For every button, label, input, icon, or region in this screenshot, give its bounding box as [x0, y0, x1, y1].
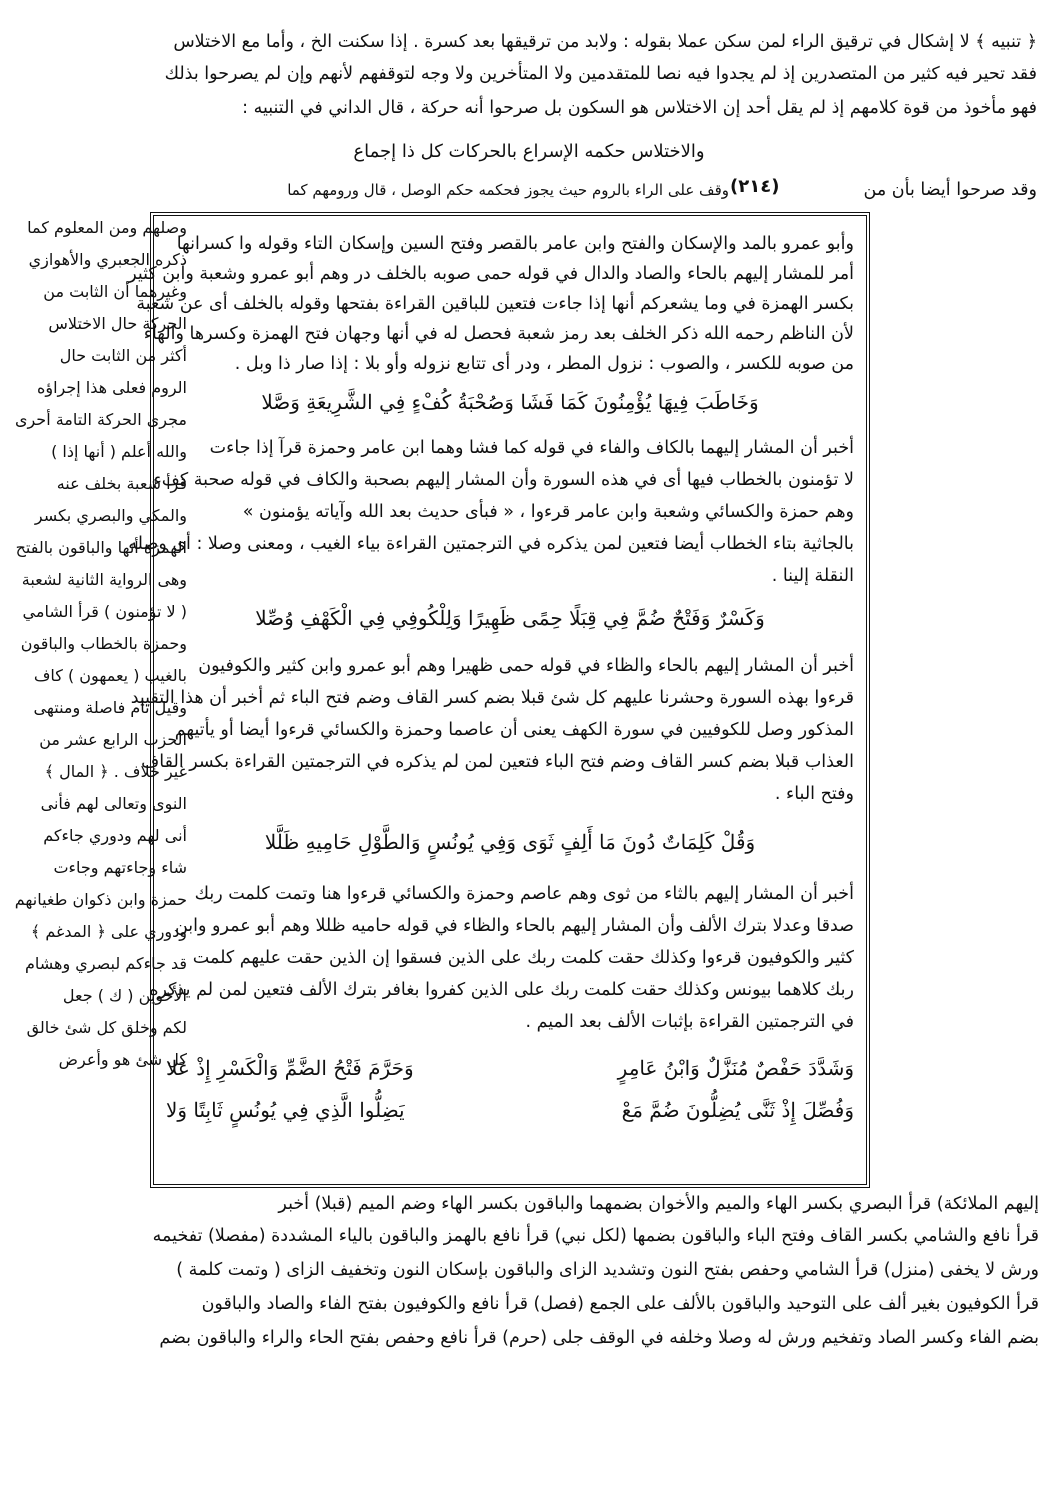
box-line: صدقا وعدلا بترك الألف وأن المشار إليهم بالحاء والظاء في قوله حاميه ظللا وهم أبو عمرو وابن — [174, 916, 854, 936]
commentary-frame — [128, 212, 870, 1188]
text-line: وقد صرحوا أيضا بأن من — [863, 180, 1037, 200]
text-line: إليهم الملائكة) قرأ البصري بكسر الهاء والميم والأخوان بضمهما والباقون بكسر الهاء وضم الميم (قبلا) أخبر — [278, 1194, 1039, 1214]
box-line: النقلة إلينا . — [771, 566, 854, 586]
side-line: لكم وخلق كل شئ خالق — [26, 1018, 187, 1037]
box-line: لأن الناظم رحمه الله ذكر الخلف بعد رمز شعبة فحصل له في أنها وجهان فتح الهمزة وكسرها والهاء — [143, 324, 854, 344]
side-line: بالغيب ( يعمهون ) كاف — [33, 666, 187, 685]
text-line: فقد تحير فيه كثير من المتصدرين إذ لم يجدوا فيه نصا للمتقدمين ولا المتأخرين ولا وجه لتوقفهم لأنهم وإن لم يصرحوا بذلك — [164, 64, 1037, 84]
side-line: شاء وجاءتهم وجاءت — [53, 858, 187, 877]
box-line: من صوبه للكسر ، والصوب : نزول المطر ، ودر أى تتابع نزوله وأو بلا : إذا صار ذا وبل . — [234, 354, 854, 374]
side-line: والمكي والبصري بكسر — [34, 506, 187, 525]
text-line: وقف على الراء بالروم حيث يجوز فحكمه حكم الوصل ، قال ورومهم كما — [287, 181, 729, 199]
verse-hemistich: وَفُصِّلَ إِذْ ثَنَّى يُضِلُّونَ ضُمَّ مَعْ — [621, 1098, 854, 1122]
box-line: وهم حمزة والكسائي وشعبة وابن عامر قرءوا ، « فبأى حديث بعد الله وآياته يؤمنون » — [242, 502, 854, 522]
side-line: ودوري على ﴿ المدغم ﴾ — [30, 922, 187, 941]
box-line: أخبر أن المشار إليهما بالكاف والفاء في قوله كما فشا وهما ابن عامر وحمزة قرآ إذا جاءت — [209, 438, 854, 458]
box-line: وفتح الباء . — [774, 784, 854, 804]
side-line: كل شئ هو وأعرض — [58, 1050, 187, 1069]
verse-hemistich: وَحَرَّمَ فَتْحُ الضَّمِّ وَالْكَسْرِ إِذْ عَلا — [166, 1056, 414, 1080]
box-line: ربك كلاهما بيونس وكذلك حقت كلمت ربك على الذين كفروا بغافر بترك الألف فتعين لمن لم يذكره — [149, 980, 854, 1000]
side-line: الحركة حال الاختلاس — [48, 314, 187, 333]
page-number: (٢١٤) — [730, 176, 780, 197]
verse-line: وَكَسْرٌ وَفَتْحٌ ضُمَّ فِي قِبَلًا حِمًى ظَهِيرًا وَلِلْكُوفِي فِي الْكَهْفِ وُصِّلا — [255, 606, 765, 630]
box-line: كثير والكوفيون قرءوا وكذلك حقت كلمت ربك على الذين فسقوا إن الذين حقت عليهم كلمت — [192, 948, 854, 968]
poem-line: والاختلاس حكمه الإسراع بالحركات كل ذا إجماع — [353, 141, 705, 162]
box-line: المذكور وصل للكوفيين في سورة الكهف يعنى أن عاصما وحمزة والكسائي قرءوا أيضا أو يأتيهم — [174, 720, 854, 740]
side-line: ذكره الجعبري والأهوازي — [28, 250, 187, 269]
verse-hemistich: يَضِلُّوا الَّذِي فِي يُونُسٍ ثَابِتًا وَلا — [166, 1098, 405, 1122]
box-line: لا تؤمنون بالخطاب فيها أى في هذه السورة وأن المشار إليهم بصحبة والكاف في قوله صحبة كفء — [153, 470, 854, 490]
box-line: أخبر أن المشار إليهم بالحاء والظاء في قوله حمى ظهيرا وهم أبو عمرو وابن كثير والكوفيون — [198, 656, 854, 676]
text-line: فهو مأخوذ من قوة كلامهم إذ لم يقل أحد إن الاختلاس هو السكون بل صرحوا أنه حركة ، قال الداني في التنبيه : — [242, 98, 1037, 118]
side-line: وحمزة بالخطاب والباقون — [20, 634, 187, 653]
side-line: مجرى الحركة التامة أحرى — [14, 410, 187, 429]
side-line: وقيل تام فاصلة ومنتهى — [33, 698, 187, 717]
side-line: والله أعلم ( أنها إذا ) — [51, 442, 187, 461]
text-line: بضم الفاء وكسر الصاد وتفخيم ورش له وصلا وخلفه في الوقف جلى (حرم) قرأ نافع وحفص بفتح الحاء والراء والباقون بضم — [159, 1328, 1039, 1348]
verse-line: وَقُلْ كَلِمَاتٌ دُونَ مَا أَلِفٍ ثَوَى وَفِي يُونُسٍ وَالطَّوْلِ حَامِيهِ ظَلَّلا — [264, 830, 756, 854]
side-line: أنى لهم ودوري جاءكم — [43, 826, 187, 845]
box-line: أمر للمشار إليهم بالحاء والصاد والدال في قوله حمى صوبه بالخلف در وهم أبو عمرو وشعبة وابن كثير — [128, 264, 854, 284]
side-line: الهمزة أنها والباقون بالفتح — [15, 538, 187, 557]
box-line: قرءوا بهذه السورة وحشرنا عليهم كل شئ قبلا بضم كسر القاف وضم فتح الباء ثم أخبر أن هذا التقييد — [130, 688, 854, 708]
side-line: وصلهم ومن المعلوم كما — [27, 218, 187, 237]
side-line: أكثر من الثابت حال — [59, 346, 187, 365]
side-line: وهى الرواية الثانية لشعبة — [21, 570, 187, 589]
box-line: في الترجمتين القراءة بإثبات الألف بعد الميم . — [525, 1012, 854, 1032]
side-line: الروم فعلى هذا إجراؤه — [36, 378, 187, 397]
text-line: قرأ الكوفيون بغير ألف على التوحيد والباقون بالألف على الجمع (فصل) قرأ نافع والكوفيون بفتح الفاء والصاد والباقون — [201, 1294, 1039, 1314]
text-line: قرأ نافع والشامي بكسر القاف وفتح الباء والباقون بضمها (لكل نبي) قرأ نافع بالهمز والباقون بالياء المشددة (مفصلا) تفخيمه — [152, 1226, 1039, 1246]
verse-line: وَخَاطَبَ فِيهَا يُؤْمِنُونَ كَمَا فَشَا وَصُحْبَةُ كُفْءٍ فِي الشَّرِيعَةِ وَصَّلا — [261, 390, 759, 414]
box-line: وأبو عمرو بالمد والإسكان والفتح وابن عامر بالقصر وفتح السين وإسكان التاء وقوله وا كسرانها — [176, 234, 854, 254]
side-line: غير خلاف . ﴿ المال ﴾ — [44, 762, 187, 781]
side-line: قرأ شعبة بخلف عنه — [56, 474, 187, 493]
box-line: أخبر أن المشار إليهم بالثاء من ثوى وهم عاصم وحمزة والكسائي قرءوا هنا وتمت كلمت ربك — [194, 884, 854, 904]
side-line: الأخوين ( ك ) جعل — [62, 986, 187, 1005]
text-line: ﴿ تنبيه ﴾ لا إشكال في ترقيق الراء لمن سكن عملا بقوله : ولابد من ترقيقها بعد كسرة . إذا سكنت الخ ، وأما مع الاختلاس — [173, 32, 1037, 52]
text-line: ورش لا يخفى (منزل) قرأ الشامي وحفص بفتح النون وتشديد الزاى والباقون بإسكان النون وتخفيف الزاى ( وتمت كلمة ) — [176, 1260, 1039, 1280]
side-line: حمزة وابن ذكوان طغيانهم — [14, 890, 187, 909]
verse-hemistich: وَشَدَّدَ حَفْصٌ مُنَزَّلٌ وَابْنُ عَامِرٍ — [617, 1056, 854, 1080]
box-line: بكسر الهمزة في وما يشعركم أنها إذا جاءت فتعين للباقين القراءة بفتحها وقوله بالخلف أى عن شعبة — [136, 294, 854, 314]
side-line: الحزب الرابع عشر من — [39, 730, 187, 749]
side-line: وغيرهما أن الثابت من — [43, 282, 187, 301]
verse-line — [166, 1054, 854, 1082]
verse-line — [166, 1096, 854, 1124]
side-line: ( لا تؤمنون ) قرأ الشامي — [22, 602, 187, 621]
box-line: بالجاثية بتاء الخطاب أيضا فتعين لمن يذكره في الترجمتين القراءة بياء الغيب ، ومعنى وصلا : أى وصله — [128, 534, 854, 554]
side-line: قد جاءكم لبصري وهشام — [24, 954, 187, 973]
box-line: العذاب قبلا بضم كسر القاف وضم فتح الباء فتعين لمن لم يذكره في الترجمتين القراءة بكسر القاف — [141, 752, 854, 772]
side-line: النوى وتعالى لهم فأنى — [40, 794, 187, 813]
